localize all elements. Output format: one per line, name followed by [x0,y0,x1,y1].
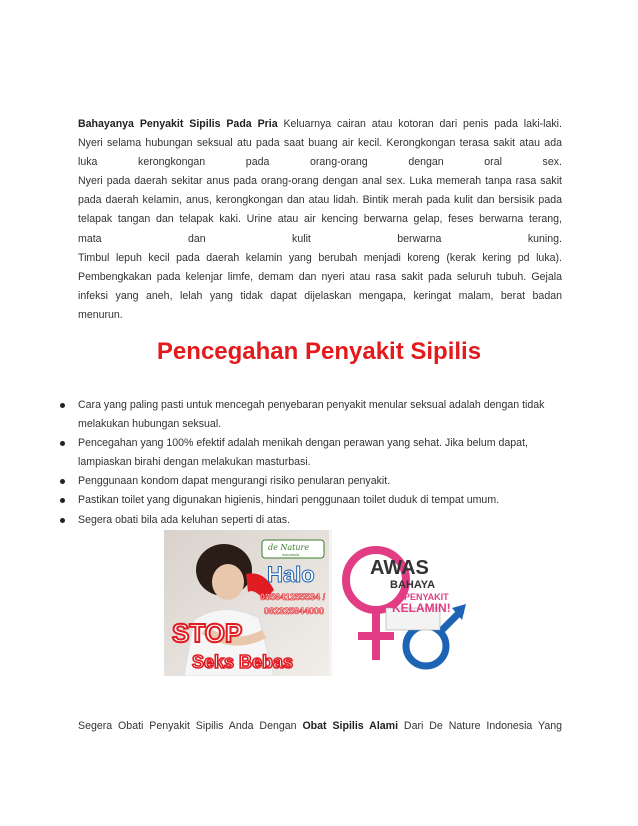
intro-line: telapak tangan dan telapak kaki. Urine atau air kencing berwarna gelap, feses berwarna terang, [78,213,562,226]
bullet-icon [60,441,65,446]
prevention-list [60,396,564,530]
intro-line: Timbul lepuh kecil pada daerah kelamin yang berubah menjadi koreng (kerak kering pd luka). [78,251,562,264]
seks-bebas-text: Seks Bebas [192,652,294,672]
stop-text: STOP [172,618,243,648]
promo-illustration [164,530,474,676]
bullet-icon [60,479,65,484]
kelamin-text: KELAMIN! [392,601,451,615]
intro-line: menurun. [78,308,123,321]
section-heading: Pencegahan Penyakit Sipilis [156,338,482,365]
intro-line: pada daerah kelamin, anus, kerongkongan dan atau lidah. Bintik merah pada kulit dan bersisik pada [78,194,562,207]
bullet-icon [60,403,65,408]
list-item [60,491,564,510]
bullet-icon [60,518,65,523]
brand-sub: indonesia [282,552,300,557]
list-item-text: Penggunaan kondom dapat mengurangi risiko penularan penyakit. [78,475,391,488]
bahaya-text: BAHAYA [390,579,436,591]
woman-face [212,564,244,600]
list-item-text: Pastikan toilet yang digunakan higienis, hindari penggunaan toilet duduk di tempat umum. [78,494,500,507]
footer-text-post: Dari De Nature Indonesia Yang [398,720,562,732]
halo-text: Halo [267,562,315,587]
footer-text-pre: Segera Obati Penyakit Sipilis Anda Dengan [78,720,303,732]
promo-image [164,530,474,676]
brand-name: de Nature [268,543,310,552]
list-item [60,472,564,491]
intro-line: Nyeri selama hubungan seksual atu pada saat buang air kecil. Kerongkongan terasa sakit atau ada [78,137,562,150]
awas-text: AWAS [370,557,429,579]
intro-line: Pembengkakan pada kelenjar limfe, demam dan nyeri atau rasa sakit pada seluruh tubuh. Gejala [78,270,562,283]
list-item [60,511,564,530]
intro-line: Nyeri pada daerah sekitar anus pada orang-orang dengan anal sex. Luka memerah tanpa rasa sakit [78,175,562,188]
phone-number-1: 085641255534 / [260,592,326,602]
bullet-icon [60,498,65,503]
list-item-text: Pencegahan yang 100% efektif adalah menikah dengan perawan yang sehat. Jika belum dapat, lampiaskan birahi dengan melakukan masturbasi. [78,437,528,469]
intro-line: infeksi yang aneh, lelah yang tidak dapat dijelaskan mengapa, keringat malam, berat badan [78,289,562,302]
footer-paragraph [78,717,562,736]
list-item-text: Segera obati bila ada keluhan seperti di atas. [78,513,291,526]
list-item [60,434,564,472]
obat-sipilis-link[interactable]: Obat Sipilis Alami [302,720,399,732]
list-item [60,396,564,434]
intro-line: mata dan kulit berwarna kuning. [78,232,562,245]
intro-bold-title: Bahayanya Penyakit Sipilis Pada Pria [78,118,278,130]
penyakit-text: PENYAKIT [404,592,449,602]
intro-paragraph [78,115,562,325]
intro-line: luka kerongkongan pada orang-orang dengan oral sex. [78,156,562,169]
intro-line-1 [78,115,562,134]
intro-line-1-text: Keluarnya cairan atau kotoran dari penis pada laki-laki. [277,118,562,130]
list-item-text: Cara yang paling pasti untuk mencegah penyebaran penyakit menular seksual adalah dengan tidak melakukan hubungan seksual. [78,399,545,431]
phone-number-2: 082325844000 [264,606,325,616]
